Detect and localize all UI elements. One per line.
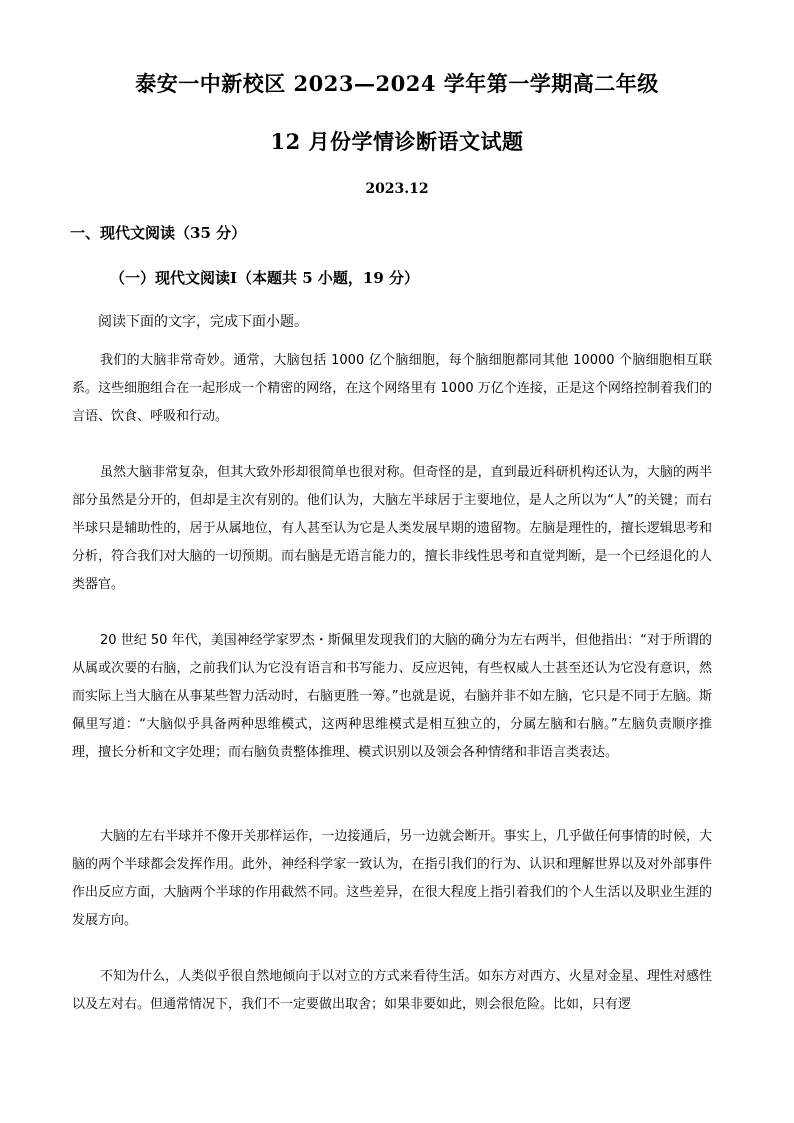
passage-paragraph-5: 不知为什么，人类似乎很自然地倾向于以对立的方式来看待生活。如东方对西方、火星对金星、理性对感性以及左对右。但通常情况下，我们不一定要做出取舍；如果非要如此，则会很危险。比如，只有逻	[72, 969, 712, 1012]
reading-instruction: 阅读下面的文字，完成下面小题。	[98, 314, 308, 330]
passage-paragraph-3: 20 世纪 50 年代，美国神经学家罗杰・斯佩里发现我们的大脑的确分为左右两半，但他指出：“对于所谓的从属或次要的右脑，之前我们认为它没有语言和书写能力、反应迟钝，有些权威人士甚至还认为它没有意识，然而实际上当大脑在从事某些智力活动时，右脑更胜一筹。”也就是说，右脑并非不如左脑，它只是不同于左脑。斯佩里写道：“大脑似乎具备两种思维模式，这两种思维模式是相互独立的，分属左脑和右脑。”左脑负责顺序推理，擅长分析和文字处理；而右脑负责整体推理、模式识别以及领会各种情绪和非语言类表达。	[72, 633, 712, 760]
exam-date: 2023.12	[365, 181, 429, 197]
section-heading: 一、现代文阅读（35 分）	[70, 224, 247, 242]
passage-paragraph-2: 虽然大脑非常复杂，但其大致外形却很简单也很对称。但奇怪的是，直到最近科研机构还认为，大脑的两半部分虽然是分开的，但却是主次有别的。他们认为，大脑左半球居于主要地位，是人之所以为“人”的关键；而右半球只是辅助性的，居于从属地位，有人甚至认为它是人类发展早期的遗留物。左脑是理性的，擅长逻辑思考和分析，符合我们对大脑的一切预期。而右脑是无语言能力的，擅长非线性思考和直觉判断，是一个已经退化的人类器官。	[72, 465, 712, 592]
passage-paragraph-1: 我们的大脑非常奇妙。通常，大脑包括 1000 亿个脑细胞，每个脑细胞都同其他 10000 个脑细胞相互联系。这些细胞组合在一起形成一个精密的网络，在这个网络里有 1000 万亿个连接，正是这个网络控制着我们的言语、饮食、呼吸和行动。	[72, 353, 712, 424]
exam-title-line-1: 泰安一中新校区 2023—2024 学年第一学期高二年级	[135, 71, 659, 96]
passage-paragraph-4: 大脑的左右半球并不像开关那样运作，一边接通后，另一边就会断开。事实上，几乎做任何事情的时候，大脑的两个半球都会发挥作用。此外，神经科学家一致认为，在指引我们的行为、认识和理解世界以及对外部事件作出反应方面，大脑两个半球的作用截然不同。这些差异，在很大程度上指引着我们的个人生活以及职业生涯的发展方向。	[72, 829, 712, 928]
subsection-heading: （一）现代文阅读Ⅰ（本题共 5 小题，19 分）	[110, 269, 419, 287]
exam-title-line-2: 12 月份学情诊断语文试题	[270, 129, 524, 154]
